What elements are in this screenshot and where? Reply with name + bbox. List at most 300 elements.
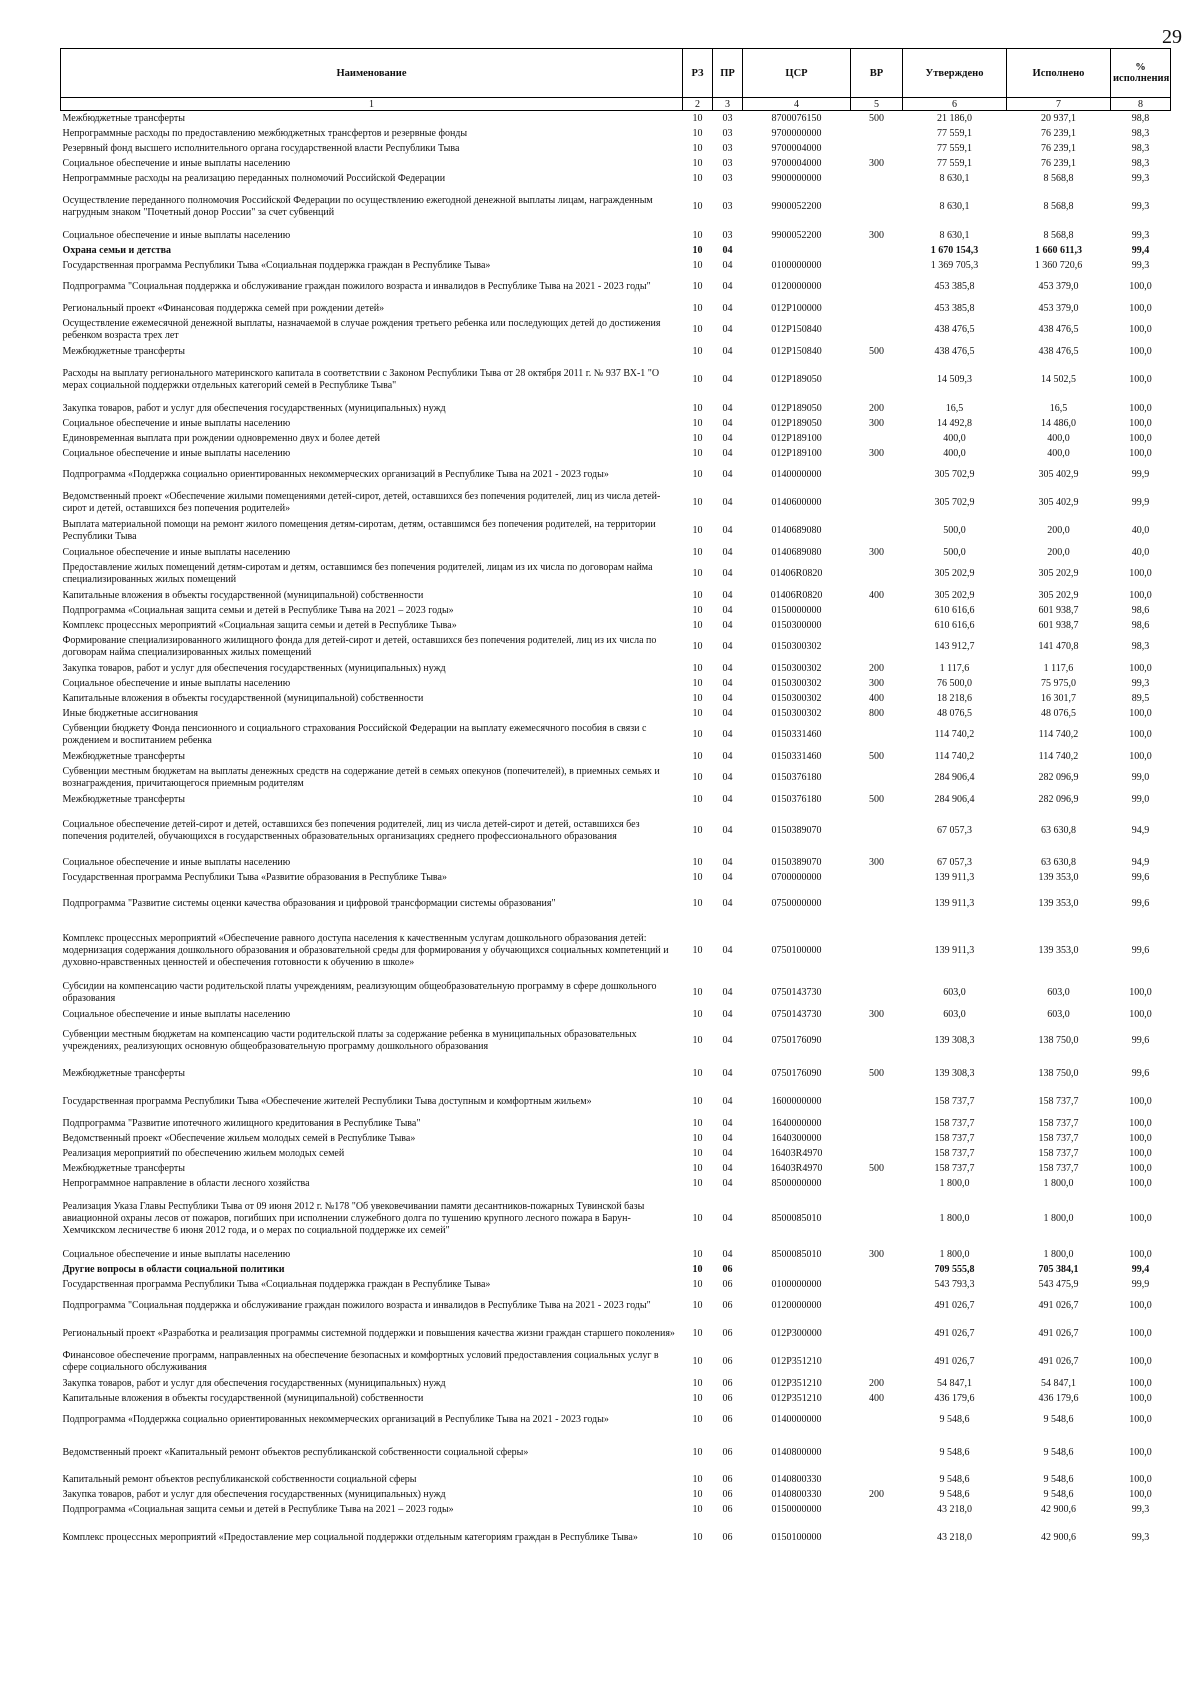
cell-approved: 1 670 154,3 — [930, 244, 979, 256]
cell-name: Субвенции местным бюджетам на компенсацию части родительской платы за содержание ребенка в муниципальных образовательных учреждениях, реализующих основную общеобразовательную программу дошкольного образования — [62, 1029, 637, 1052]
cell-csr: 16403R4970 — [770, 1162, 823, 1174]
table-header — [61, 49, 1171, 111]
cell-name: Предоставление жилых помещений детям-сиротам и детям, оставшимся без попечения родителей, лицам из их числа по договорам найма специализированных жилых помещений — [62, 562, 653, 585]
cell-executed: 139 353,0 — [1038, 945, 1079, 956]
table-row — [61, 1487, 1171, 1502]
cell-approved: 284 906,4 — [934, 793, 975, 805]
cell-csr: 012P351210 — [771, 1392, 822, 1404]
cell-vr — [851, 1517, 903, 1559]
cell-csr: 16403R4970 — [770, 1147, 823, 1159]
cell-executed: 305 202,9 — [1038, 589, 1079, 601]
cell-approved: 305 702,9 — [934, 497, 975, 508]
cell-pr: 04 — [722, 1248, 733, 1260]
cell-approved: 1 800,0 — [939, 1213, 970, 1224]
cell-vr — [851, 141, 903, 156]
cell-name: Ведомственный проект «Обеспечение жильем молодых семей в Республике Тыва» — [62, 1132, 416, 1144]
cell-vr — [851, 807, 903, 855]
cell-name: Выплата материальной помощи на ремонт жилого помещения детям-сиротам, детям, оставшимся без попечения родителей, на территории Республики Тыва — [62, 519, 656, 542]
cell-pr: 04 — [722, 729, 733, 740]
cell-rz: 10 — [692, 1392, 703, 1404]
cell-percent: 100,0 — [1129, 1414, 1152, 1425]
cell-rz: 10 — [692, 1377, 703, 1389]
cell-pr: 06 — [722, 1278, 733, 1290]
cell-approved: 77 559,1 — [937, 157, 972, 169]
cell-name: Межбюджетные трансферты — [62, 793, 185, 805]
cell-vr — [851, 764, 903, 792]
cell-executed: 14 486,0 — [1041, 417, 1076, 429]
table-row — [61, 706, 1171, 721]
header-number-3: 3 — [713, 98, 743, 111]
cell-approved: 139 911,3 — [934, 898, 975, 909]
cell-percent: 99,3 — [1131, 259, 1150, 271]
cell-percent: 99,6 — [1131, 945, 1150, 956]
cell-csr: 0140000000 — [771, 1414, 822, 1425]
cell-approved: 8 630,1 — [939, 172, 970, 184]
cell-vr — [851, 560, 903, 588]
cell-pr: 04 — [722, 1035, 733, 1046]
cell-executed: 75 975,0 — [1041, 677, 1076, 689]
cell-vr: 500 — [869, 112, 884, 124]
cell-csr: 8500085010 — [771, 1248, 822, 1260]
header-rz: РЗ — [683, 49, 713, 98]
cell-csr: 1600000000 — [771, 1096, 822, 1107]
cell-executed: 400,0 — [1047, 447, 1070, 459]
table-row — [61, 1434, 1171, 1472]
cell-name: Иные бюджетные ассигнования — [62, 707, 198, 719]
cell-pr: 06 — [722, 1532, 733, 1543]
cell-csr: 0140800000 — [771, 1447, 822, 1458]
cell-rz: 10 — [692, 432, 703, 444]
cell-approved: 438 476,5 — [934, 324, 975, 335]
table-row — [61, 1348, 1171, 1376]
cell-pr: 04 — [722, 432, 733, 444]
cell-name: Резервный фонд высшего исполнительного органа государственной власти Республики Тыва — [62, 142, 460, 154]
cell-pr: 03 — [722, 229, 733, 241]
cell-name: Социальное обеспечение и иные выплаты населению — [62, 157, 291, 169]
cell-csr: 0150100000 — [771, 1532, 822, 1543]
cell-name: Межбюджетные трансферты — [62, 1068, 185, 1079]
table-row — [61, 979, 1171, 1007]
cell-rz: 10 — [692, 402, 703, 414]
cell-approved: 610 616,6 — [934, 619, 975, 631]
cell-name: Единовременная выплата при рождении одновременно двух и более детей — [62, 432, 381, 444]
cell-pr: 04 — [722, 692, 733, 704]
cell-percent: 100,0 — [1129, 447, 1152, 459]
cell-approved: 709 555,8 — [934, 1263, 975, 1275]
cell-rz: 10 — [692, 1263, 703, 1275]
cell-approved: 48 076,5 — [937, 707, 972, 719]
cell-vr: 500 — [869, 793, 884, 805]
cell-vr — [851, 721, 903, 749]
cell-percent: 100,0 — [1129, 324, 1152, 335]
header-executed: Исполнено — [1007, 49, 1111, 98]
cell-approved: 436 179,6 — [934, 1392, 975, 1404]
cell-name: Формирование специализированного жилищного фонда для детей-сирот и детей, оставшихся без попечения родителей, лиц из их числа по договорам найма специализированных жилых помещений — [62, 635, 657, 658]
cell-percent: 100,0 — [1129, 707, 1152, 719]
cell-approved: 603,0 — [943, 1008, 966, 1020]
cell-percent: 99,3 — [1131, 201, 1150, 212]
cell-name: Ведомственный проект «Обеспечение жилыми помещениями детей-сирот, детей, оставшихся без попечения родителей, лиц из числа детей-сирот и детей, оставшихся без попечения родителей» — [62, 491, 661, 514]
cell-vr — [851, 1262, 903, 1277]
header-number-8: 8 — [1111, 98, 1171, 111]
cell-percent: 99,3 — [1131, 172, 1150, 184]
cell-executed: 138 750,0 — [1038, 1068, 1079, 1079]
cell-csr: 0150300302 — [771, 707, 822, 719]
cell-rz: 10 — [692, 345, 703, 357]
cell-csr: 0150376180 — [771, 793, 822, 805]
cell-vr — [851, 1434, 903, 1472]
table-row — [61, 111, 1171, 127]
cell-approved: 305 202,9 — [934, 589, 975, 601]
table-row — [61, 1007, 1171, 1022]
cell-vr: 200 — [869, 662, 884, 674]
cell-pr: 04 — [722, 1068, 733, 1079]
cell-csr: 8500085010 — [771, 1213, 822, 1224]
cell-percent: 100,0 — [1129, 750, 1152, 762]
cell-rz: 10 — [692, 259, 703, 271]
cell-rz: 10 — [692, 201, 703, 212]
cell-rz: 10 — [692, 1488, 703, 1500]
cell-csr: 012P351210 — [771, 1356, 822, 1367]
cell-approved: 491 026,7 — [934, 1356, 975, 1367]
cell-rz: 10 — [692, 1147, 703, 1159]
cell-pr: 04 — [722, 1132, 733, 1144]
cell-csr: 0750176090 — [771, 1035, 822, 1046]
table-row — [61, 618, 1171, 633]
table-row — [61, 1376, 1171, 1391]
cell-percent: 100,0 — [1129, 1392, 1152, 1404]
cell-vr — [851, 633, 903, 661]
cell-approved: 400,0 — [943, 432, 966, 444]
cell-percent: 100,0 — [1129, 432, 1152, 444]
cell-pr: 04 — [722, 402, 733, 414]
cell-csr: 0150376180 — [771, 772, 822, 783]
table-row — [61, 1116, 1171, 1131]
cell-executed: 601 938,7 — [1038, 604, 1079, 616]
table-row — [61, 855, 1171, 870]
cell-executed: 1 800,0 — [1043, 1177, 1074, 1189]
cell-vr — [851, 171, 903, 186]
table-row — [61, 764, 1171, 792]
cell-rz: 10 — [692, 469, 703, 480]
cell-rz: 10 — [692, 692, 703, 704]
cell-rz: 10 — [692, 324, 703, 335]
cell-vr — [851, 316, 903, 344]
cell-executed: 9 548,6 — [1043, 1473, 1074, 1485]
cell-vr — [851, 870, 903, 885]
cell-executed: 16,5 — [1049, 402, 1068, 414]
cell-rz: 10 — [692, 1096, 703, 1107]
cell-pr: 06 — [722, 1377, 733, 1389]
cell-name: Региональный проект «Финансовая поддержка семей при рождении детей» — [62, 302, 385, 314]
cell-vr — [851, 186, 903, 228]
table-row — [61, 870, 1171, 885]
cell-approved: 284 906,4 — [934, 772, 975, 783]
cell-approved: 77 559,1 — [937, 127, 972, 139]
cell-executed: 305 202,9 — [1038, 568, 1079, 579]
cell-pr: 04 — [722, 871, 733, 883]
header-approved: Утверждено — [903, 49, 1007, 98]
cell-rz: 10 — [692, 1117, 703, 1129]
table-row — [61, 1277, 1171, 1292]
cell-percent: 100,0 — [1129, 402, 1152, 414]
header-percent: % исполнения — [1111, 49, 1171, 98]
header-number-4: 4 — [743, 98, 851, 111]
table-row — [61, 258, 1171, 273]
cell-csr: 1640000000 — [771, 1117, 822, 1129]
cell-vr — [851, 1146, 903, 1161]
cell-percent: 98,8 — [1131, 112, 1150, 124]
cell-vr: 300 — [869, 417, 884, 429]
cell-rz: 10 — [692, 497, 703, 508]
cell-csr: 0150331460 — [771, 750, 822, 762]
cell-approved: 114 740,2 — [934, 729, 975, 740]
cell-name: Социальное обеспечение и иные выплаты населению — [62, 1248, 291, 1260]
table-row — [61, 126, 1171, 141]
cell-name: Социальное обеспечение детей-сирот и детей, оставшихся без попечения родителей, лиц из числа детей-сирот и детей, оставшихся без попечения родителей, обучающихся в государственных образовательных организациях среднего профессионального образования — [62, 819, 640, 842]
cell-name: Социальное обеспечение и иные выплаты населению — [62, 417, 291, 429]
cell-executed: 114 740,2 — [1038, 729, 1079, 740]
cell-csr: 012P189100 — [771, 432, 822, 444]
cell-rz: 10 — [692, 172, 703, 184]
cell-csr: 0750100000 — [771, 945, 822, 956]
cell-csr: 012P189050 — [771, 402, 822, 414]
table-row — [61, 1088, 1171, 1116]
table-row — [61, 243, 1171, 258]
cell-csr: 0150389070 — [771, 825, 822, 836]
cell-name: Непрограммные расходы на реализацию переданных полномочий Российской Федерации — [62, 172, 446, 184]
cell-vr: 300 — [869, 447, 884, 459]
cell-pr: 03 — [722, 201, 733, 212]
cell-rz: 10 — [692, 1473, 703, 1485]
cell-pr: 04 — [722, 1162, 733, 1174]
cell-name: Подпрограмма «Социальная защита семьи и детей в Республике Тыва на 2021 – 2023 годы» — [62, 604, 454, 616]
table-row — [61, 156, 1171, 171]
cell-name: Подпрограмма «Поддержка социально ориентированных некоммерческих организаций в Республике Тыва на 2021 - 2023 годы» — [62, 1414, 609, 1425]
cell-csr: 0150000000 — [771, 1503, 822, 1515]
table-row — [61, 661, 1171, 676]
cell-percent: 100,0 — [1129, 987, 1152, 998]
cell-vr: 300 — [869, 546, 884, 558]
cell-pr: 04 — [722, 568, 733, 579]
cell-rz: 10 — [692, 447, 703, 459]
cell-pr: 03 — [722, 112, 733, 124]
cell-percent: 100,0 — [1129, 1132, 1152, 1144]
cell-name: Комплекс процессных мероприятий «Социальная защита семьи и детей в Республике Тыва» — [62, 619, 457, 631]
cell-name: Реализация мероприятий по обеспечению жильем молодых семей — [62, 1147, 345, 1159]
cell-approved: 158 737,7 — [934, 1147, 975, 1159]
cell-percent: 100,0 — [1129, 281, 1152, 292]
cell-name: Социальное обеспечение и иные выплаты населению — [62, 856, 291, 868]
cell-percent: 94,9 — [1131, 856, 1150, 868]
cell-name: Капитальные вложения в объекты государственной (муниципальной) собственности — [62, 1392, 424, 1404]
cell-percent: 99,9 — [1131, 1278, 1150, 1290]
cell-vr — [851, 126, 903, 141]
cell-percent: 40,0 — [1131, 525, 1150, 536]
cell-rz: 10 — [692, 157, 703, 169]
cell-executed: 158 737,7 — [1038, 1147, 1079, 1159]
cell-name: Реализация Указа Главы Республики Тыва от 09 июня 2012 г. №178 "Об увековечивании памяти десантников-пожарных Тувинской базы авиационной охраны лесов от пожаров, погибших при исполнении служебного долга по тушению крупного лесного пожара в Барун-Хемчикском лесничестве 6 июня 2012 года, и о мерах по социальной поддержке их семей" — [62, 1201, 645, 1236]
cell-vr — [851, 979, 903, 1007]
cell-percent: 100,0 — [1129, 1488, 1152, 1500]
cell-vr: 300 — [869, 677, 884, 689]
cell-rz: 10 — [692, 750, 703, 762]
cell-rz: 10 — [692, 1008, 703, 1020]
cell-rz: 10 — [692, 568, 703, 579]
cell-vr: 300 — [869, 157, 884, 169]
cell-rz: 10 — [692, 772, 703, 783]
cell-rz: 10 — [692, 662, 703, 674]
cell-rz: 10 — [692, 1278, 703, 1290]
cell-vr — [851, 1116, 903, 1131]
cell-csr: 0750143730 — [771, 1008, 822, 1020]
cell-executed: 139 353,0 — [1038, 871, 1079, 883]
cell-approved: 139 911,3 — [934, 871, 975, 883]
cell-name: Социальное обеспечение и иные выплаты населению — [62, 229, 291, 241]
cell-pr: 04 — [722, 677, 733, 689]
cell-pr: 06 — [722, 1473, 733, 1485]
cell-pr: 06 — [722, 1356, 733, 1367]
cell-csr: 0120000000 — [771, 281, 822, 292]
cell-approved: 16,5 — [945, 402, 964, 414]
cell-approved: 305 702,9 — [934, 469, 975, 480]
cell-csr: 012P150840 — [771, 345, 822, 357]
table-row — [61, 676, 1171, 691]
cell-csr: 0150300302 — [771, 662, 822, 674]
cell-percent: 100,0 — [1129, 1147, 1152, 1159]
table-row — [61, 792, 1171, 807]
cell-percent: 100,0 — [1129, 417, 1152, 429]
table-row — [61, 1502, 1171, 1517]
cell-rz: 10 — [692, 142, 703, 154]
cell-pr: 03 — [722, 127, 733, 139]
cell-name: Другие вопросы в области социальной политики — [62, 1263, 285, 1275]
cell-approved: 1 800,0 — [939, 1248, 970, 1260]
cell-rz: 10 — [692, 374, 703, 385]
cell-approved: 158 737,7 — [934, 1117, 975, 1129]
cell-csr — [743, 1262, 851, 1277]
cell-pr: 04 — [722, 302, 733, 314]
cell-name: Подпрограмма "Социальная поддержка и обслуживание граждан пожилого возраста и инвалидов в Республике Тыва на 2021 - 2023 годы" — [62, 1300, 651, 1311]
cell-vr — [851, 1088, 903, 1116]
table-row — [61, 301, 1171, 316]
cell-rz: 10 — [692, 1035, 703, 1046]
table-row — [61, 1262, 1171, 1277]
cell-rz: 10 — [692, 1447, 703, 1458]
cell-approved: 1 117,6 — [939, 662, 970, 674]
cell-percent: 99,9 — [1131, 469, 1150, 480]
cell-name: Субвенции местным бюджетам на выплаты денежных средств на содержание детей в семьях опекунов (попечителей), в приемных семьях и вознаграждения, причитающегося приемным родителям — [62, 766, 660, 789]
header-csr: ЦСР — [743, 49, 851, 98]
cell-pr: 06 — [722, 1503, 733, 1515]
cell-name: Подпрограмма «Социальная защита семьи и детей в Республике Тыва на 2021 – 2023 годы» — [62, 1503, 454, 1515]
cell-percent: 100,0 — [1129, 1162, 1152, 1174]
cell-executed: 42 900,6 — [1041, 1503, 1076, 1515]
cell-approved: 143 912,7 — [934, 641, 975, 652]
cell-pr: 03 — [722, 157, 733, 169]
cell-csr: 0150331460 — [771, 729, 822, 740]
cell-vr — [851, 1292, 903, 1320]
cell-vr — [851, 885, 903, 923]
cell-pr: 06 — [722, 1328, 733, 1339]
cell-executed: 8 568,8 — [1043, 201, 1074, 212]
cell-vr — [851, 618, 903, 633]
cell-csr: 8700076150 — [771, 112, 822, 124]
cell-percent: 99,6 — [1131, 898, 1150, 909]
cell-vr — [851, 1277, 903, 1292]
cell-rz: 10 — [692, 1248, 703, 1260]
cell-csr: 012P189050 — [771, 374, 822, 385]
cell-pr: 04 — [722, 281, 733, 292]
cell-pr: 04 — [722, 662, 733, 674]
table-row — [61, 588, 1171, 603]
cell-approved: 43 218,0 — [937, 1532, 972, 1543]
cell-percent: 99,6 — [1131, 1068, 1150, 1079]
cell-csr: 012P351210 — [771, 1377, 822, 1389]
cell-percent: 99,6 — [1131, 871, 1150, 883]
cell-vr: 200 — [869, 402, 884, 414]
cell-vr — [851, 1191, 903, 1247]
cell-executed: 139 353,0 — [1038, 898, 1079, 909]
cell-percent: 98,3 — [1131, 157, 1150, 169]
table-row — [61, 923, 1171, 979]
table-row — [61, 489, 1171, 517]
cell-executed: 1 800,0 — [1043, 1213, 1074, 1224]
cell-name: Охрана семьи и детства — [62, 244, 172, 256]
cell-percent: 98,6 — [1131, 619, 1150, 631]
cell-percent: 100,0 — [1129, 1377, 1152, 1389]
header-number-2: 2 — [683, 98, 713, 111]
cell-name: Подпрограмма "Развитие системы оценки качества образования и цифровой трансформации системы образования" — [62, 898, 556, 909]
table-row — [61, 401, 1171, 416]
table-row — [61, 691, 1171, 706]
cell-vr — [851, 431, 903, 446]
cell-executed: 158 737,7 — [1038, 1096, 1079, 1107]
cell-name: Подпрограмма "Развитие ипотечного жилищного кредитования в Республике Тыва" — [62, 1117, 421, 1129]
cell-rz: 10 — [692, 417, 703, 429]
cell-approved: 77 559,1 — [937, 142, 972, 154]
cell-pr: 04 — [722, 469, 733, 480]
cell-approved: 305 202,9 — [934, 568, 975, 579]
cell-rz: 10 — [692, 707, 703, 719]
cell-rz: 10 — [692, 229, 703, 241]
cell-pr: 06 — [722, 1263, 733, 1275]
cell-approved: 114 740,2 — [934, 750, 975, 762]
cell-pr: 04 — [722, 619, 733, 631]
table-row — [61, 461, 1171, 489]
cell-vr — [851, 359, 903, 401]
cell-pr: 04 — [722, 374, 733, 385]
cell-rz: 10 — [692, 302, 703, 314]
cell-percent: 99,3 — [1131, 1532, 1150, 1543]
cell-vr: 400 — [869, 1392, 884, 1404]
cell-percent: 100,0 — [1129, 345, 1152, 357]
cell-rz: 10 — [692, 1532, 703, 1543]
cell-pr: 06 — [722, 1488, 733, 1500]
cell-pr: 04 — [722, 825, 733, 836]
cell-executed: 141 470,8 — [1038, 641, 1079, 652]
cell-rz: 10 — [692, 127, 703, 139]
cell-approved: 603,0 — [943, 987, 966, 998]
cell-executed: 453 379,0 — [1038, 281, 1079, 292]
table-row — [61, 1472, 1171, 1487]
cell-name: Комплекс процессных мероприятий «Обеспечение равного доступа населения к качественным услугам дошкольного образования детей: модернизация содержания дошкольного образования и образовательной среды для формирования у обучающихся социальных компетенций и духовно-нравственных ценностей и обеспечения готовности к обучению в школе» — [62, 933, 669, 968]
cell-name: Государственная программа Республики Тыва «Социальная поддержка граждан в Республике Тыва» — [62, 1278, 491, 1290]
cell-executed: 48 076,5 — [1041, 707, 1076, 719]
cell-percent: 100,0 — [1129, 1356, 1152, 1367]
cell-vr — [851, 1406, 903, 1434]
table-row — [61, 141, 1171, 156]
